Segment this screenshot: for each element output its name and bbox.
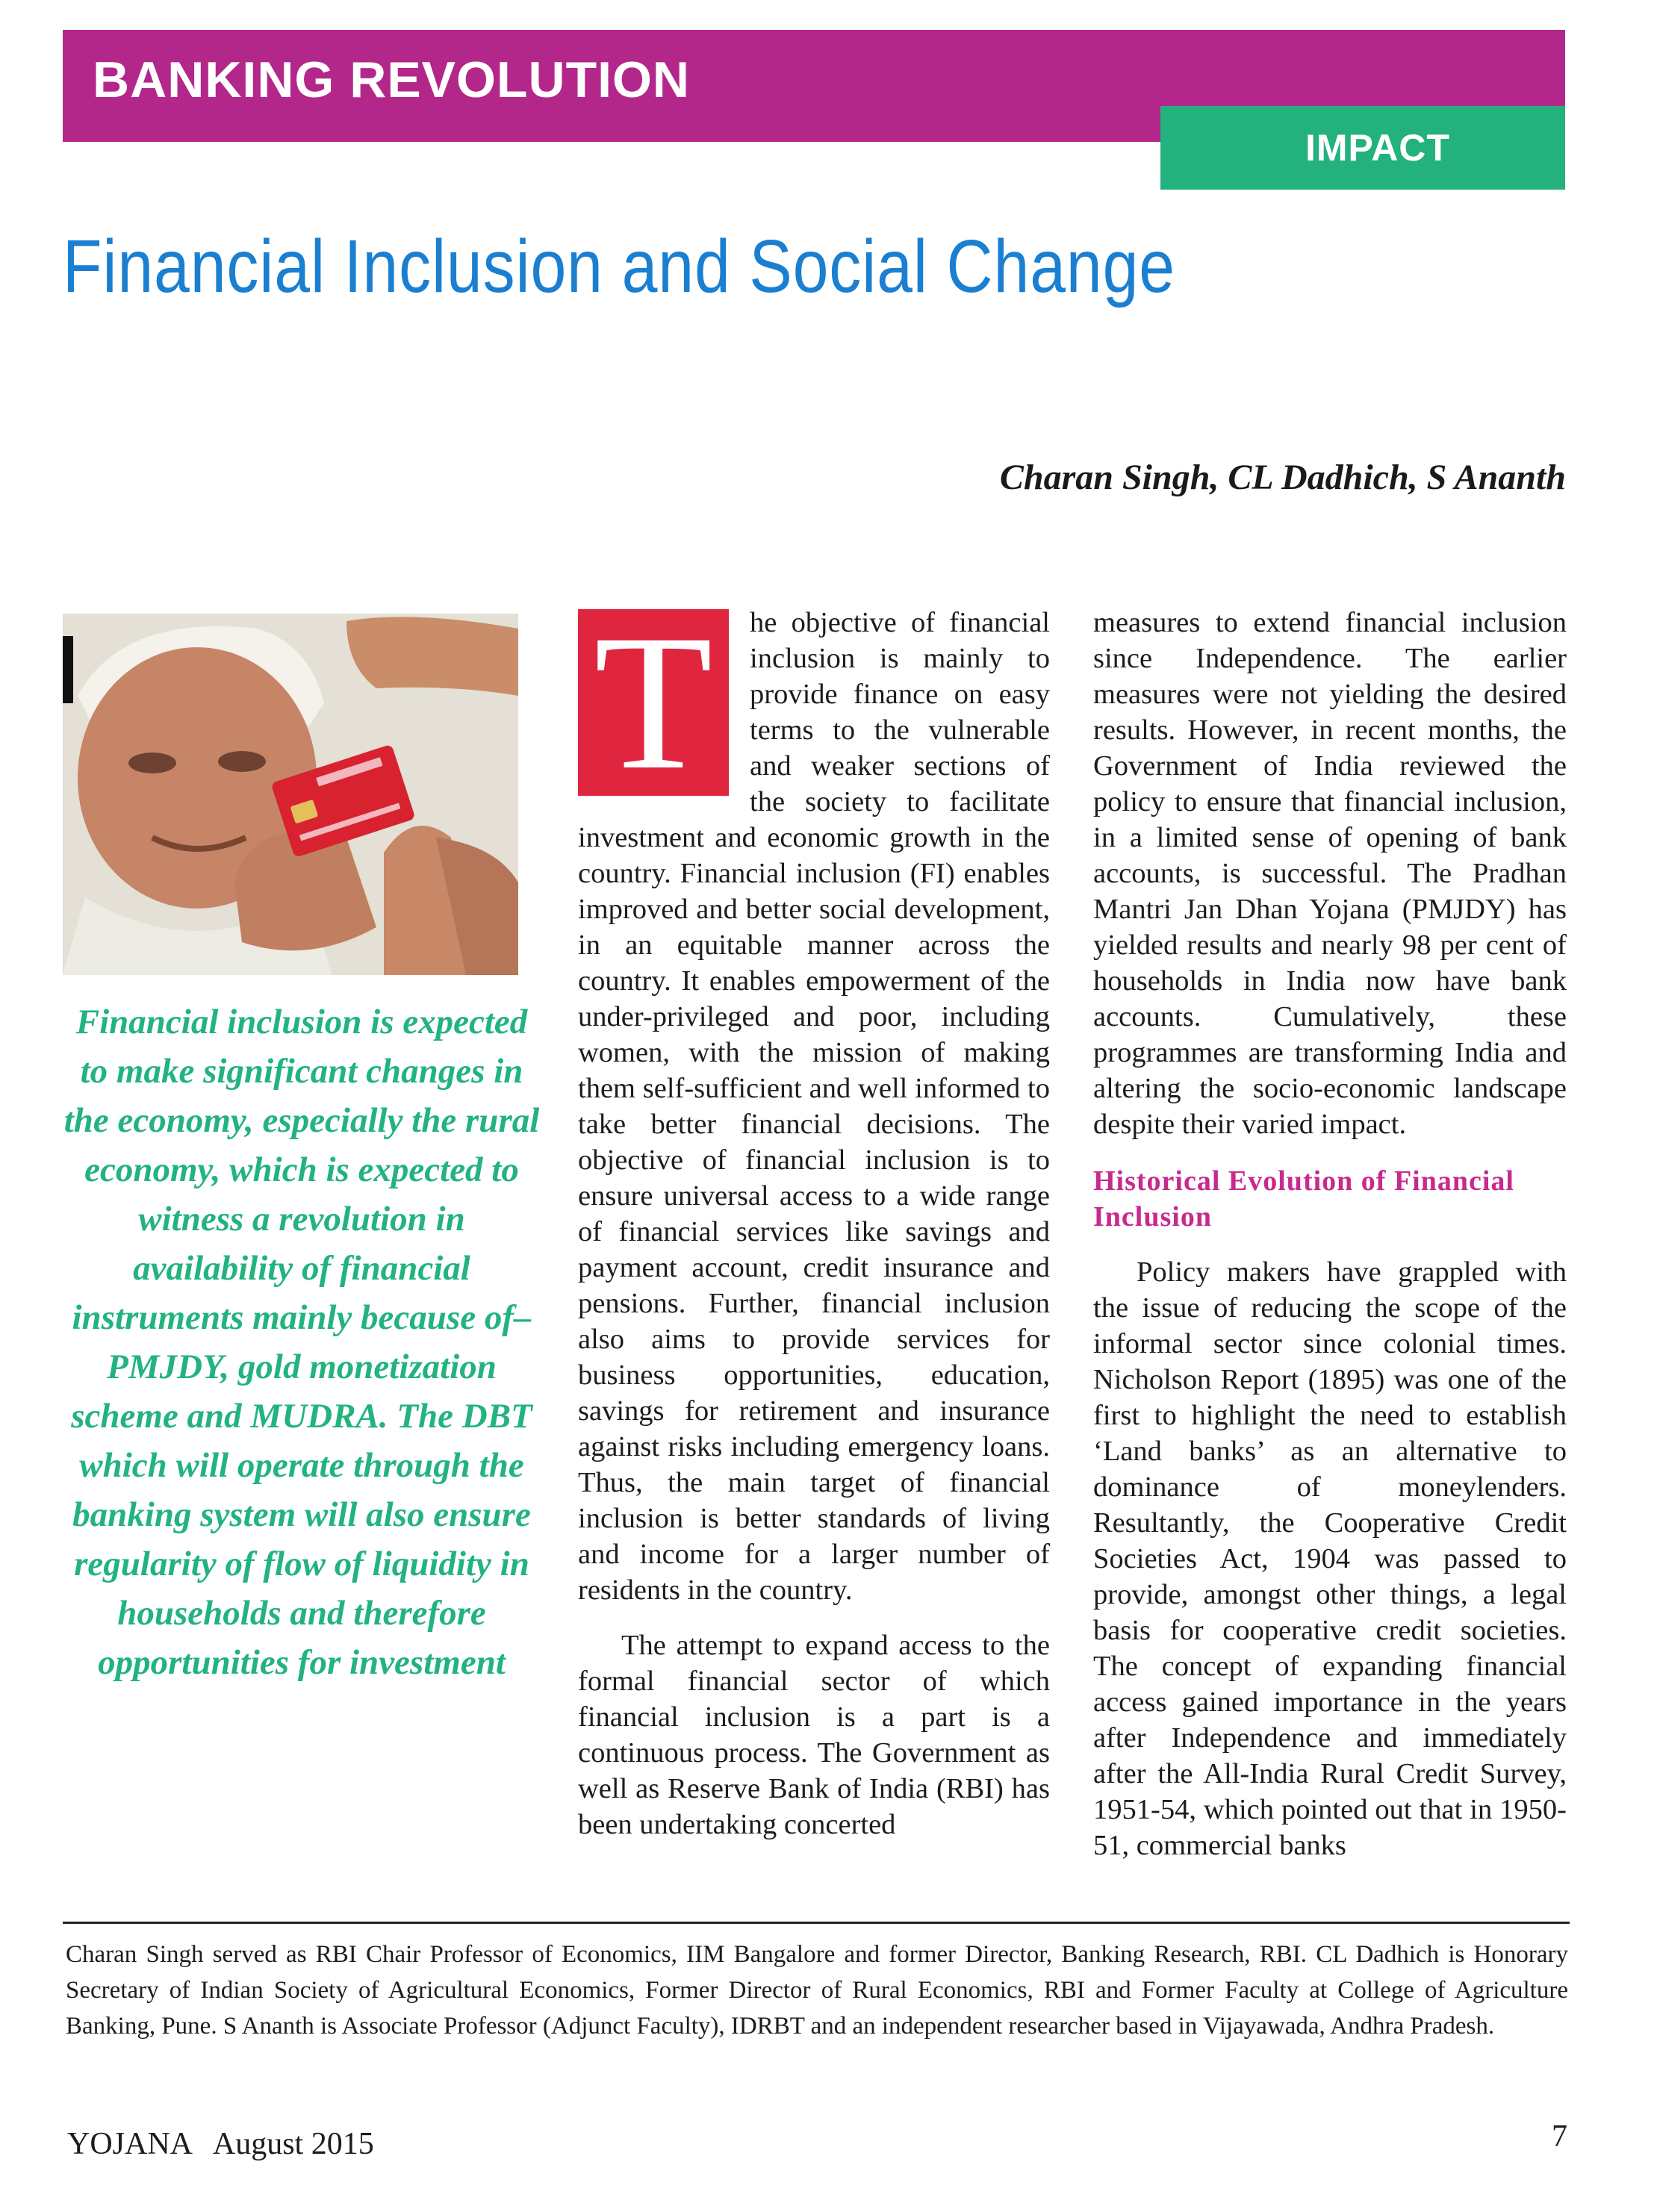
impact-tag: IMPACT xyxy=(1160,106,1565,190)
footnote-divider xyxy=(63,1922,1570,1924)
section-heading: Historical Evolution of Financial Inclusion xyxy=(1093,1165,1514,1233)
publication-footer: YOJANA August 2015 xyxy=(67,2127,374,2161)
elderly-man-holding-card-illustration xyxy=(63,614,518,975)
body-paragraph-3: measures to extend financial inclusion since Independence. The earlier measures were not yielding the desired results. However, in recent months, the Government of India reviewed the policy to ensure that financial inclusion, in a limited sense of opening of bank accounts, is successful. The Pradhan Mantri Jan Dhan Yojana (PMJDY) has yielded results and nearly 98 per cent of households in India now have bank accounts. Cumulatively, these programmes are transforming India and altering the socio-economic landscape despite their varied impact. xyxy=(1093,607,1567,1140)
body-paragraph-1: he objective of financial inclusion is mainly to provide finance on easy terms to the vulnerable and weaker sections of the society to facilitate investment and economic growth in the country. Financial inclusion (FI) enables improved and better social development, in an equitable manner across the country. It enables empowerment of the under-privileged and poor, including women, with the mission of making them self-sufficient and well informed to take better financial decisions. The objective of financial inclusion is to ensure universal access to a wide range of financial services like savings and payment account, credit insurance and pensions. Further, financial inclusion also aims to provide services for business opportunities, education, savings for retirement and insurance against risks including emergency loans. Thus, the main target of financial inclusion is better standards of living and income for a larger number of residents in the country. xyxy=(578,607,1050,1606)
article-title: Financial Inclusion and Social Change xyxy=(63,225,1175,308)
article-authors: Charan Singh, CL Dadhich, S Ananth xyxy=(999,458,1566,497)
body-paragraph-4: Policy makers have grappled with the issue of reducing the scope of the informal sector since colonial times. Nicholson Report (1895) was one of the first to highlight the need to establish ‘Land banks’ as an alternative to dominance of moneylenders. Resultantly, the Cooperative Credit Societies Act, 1904 was passed to provide, amongst other things, a legal basis for cooperative credit societies. The concept of expanding financial access gained importance in the years after Independence and immediately after the All-India Rural Credit Survey, 1951-54, which pointed out that in 1950-51, commercial banks xyxy=(1093,1256,1567,1861)
body-column-right xyxy=(1093,605,1567,1863)
pull-quote: Financial inclusion is expected to make significant changes in the economy, especially the rural economy, which is expected to witness a revolution in availability of financial instruments mainly because of– PMJDY, gold monetization scheme and MUDRA. The DBT which will operate through the banking system will also ensure regularity of flow of liquidity in households and therefore opportunities for investment xyxy=(63,1003,540,1682)
body-paragraph-2: The attempt to expand access to the formal financial sector of which financial inclusion is a part is a continuous process. The Government as well as Reserve Bank of India (RBI) has been undertaking concerted xyxy=(578,1630,1050,1840)
section-label: BANKING REVOLUTION xyxy=(93,52,690,108)
article-photo xyxy=(63,614,518,975)
body-column-middle xyxy=(578,595,1050,1842)
drop-cap: T xyxy=(578,609,729,796)
page-number: 7 xyxy=(1552,2119,1567,2154)
author-footnote: Charan Singh served as RBI Chair Professor of Economics, IIM Bangalore and former Director, Banking Research, RBI. CL Dadhich is Honorary Secretary of Indian Society of Agricultural Economics, Former Director of Rural Economics, RBI and Former Faculty at College of Agriculture Banking, Pune. S Ananth is Associate Professor (Adjunct Faculty), IDRBT and an independent researcher based in Vijayawada, Andhra Pradesh. xyxy=(66,1941,1568,2040)
